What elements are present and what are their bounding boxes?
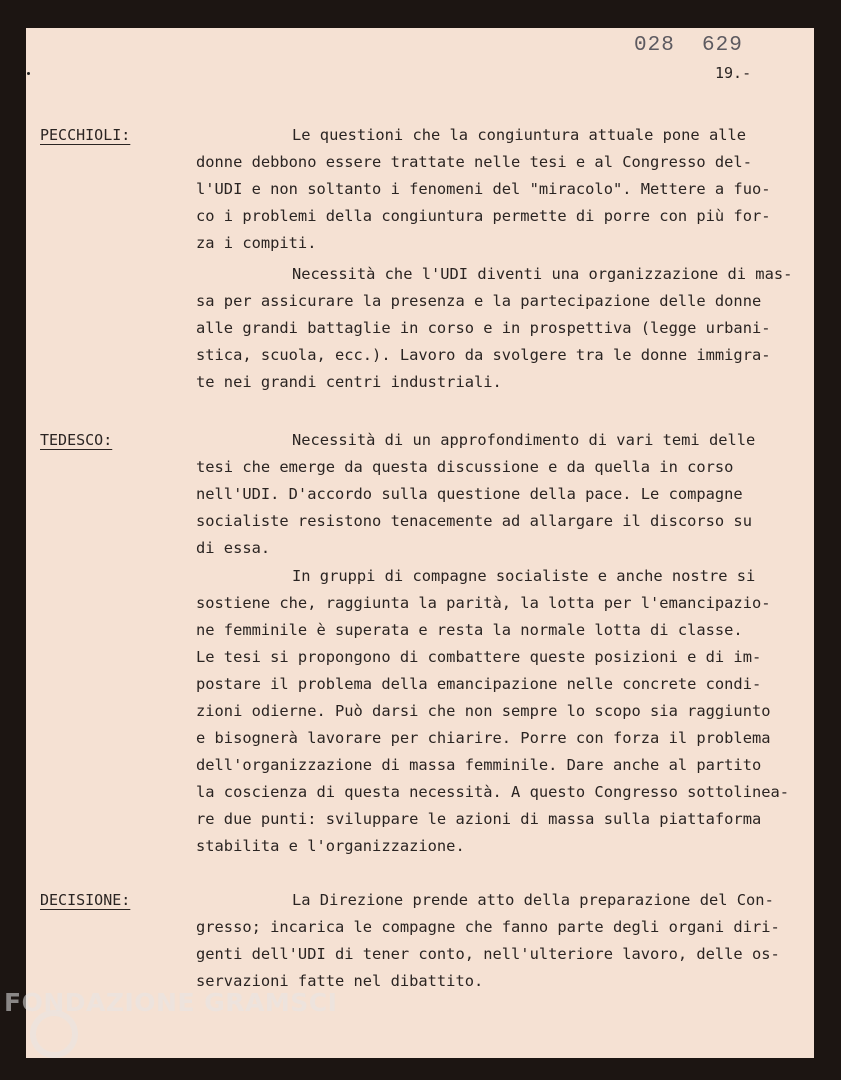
text-line: servazioni fatte nel dibattito. [196,972,484,990]
text-line: postare il problema della emancipazione nelle concrete condi- [196,675,762,693]
text-line: In gruppi di compagne socialiste e anche nostre si [292,567,756,585]
watermark-logo: FONDAZIONE GRAMSCI [4,988,338,1017]
text-line: di essa. [196,539,271,557]
text-line: La Direzione prende atto della preparazione del Con- [292,891,774,909]
text-line: za i compiti. [196,234,317,252]
text-line: te nei grandi centri industriali. [196,373,502,391]
text-line: sostiene che, raggiunta la parità, la lotta per l'emancipazio- [196,594,771,612]
paper-mark [27,72,30,75]
text-line: genti dell'UDI di tener conto, nell'ulteriore lavoro, delle os- [196,945,780,963]
text-line: donne debbono essere trattate nelle tesi e al Congresso del- [196,153,752,171]
text-line: ne femminile è superata e resta la normale lotta di classe. [196,621,743,639]
text-line: alle grandi battaglie in corso e in prospettiva (legge urbani- [196,319,771,337]
archive-number-stamp: 028 629 [634,34,743,57]
text-line: dell'organizzazione di massa femminile. Dare anche al partito [196,756,762,774]
text-line: Necessità di un approfondimento di vari temi delle [292,431,756,449]
text-line: Necessità che l'UDI diventi una organizzazione di mas- [292,265,793,283]
text-line: Le questioni che la congiuntura attuale pone alle [292,126,747,144]
text-line: zioni odierne. Può darsi che non sempre lo scopo sia raggiunto [196,702,771,720]
speaker-tedesco: TEDESCO: [40,431,113,449]
text-line: l'UDI e non soltanto i fenomeni del "miracolo". Mettere a fuo- [196,180,771,198]
text-line: e bisognerà lavorare per chiarire. Porre con forza il problema [196,729,771,747]
speaker-pecchioli: PECCHIOLI: [40,126,131,144]
text-line: re due punti: sviluppare le azioni di massa sulla piattaforma [196,810,762,828]
page-number: 19.- [715,64,752,82]
text-line: sa per assicurare la presenza e la partecipazione delle donne [196,292,762,310]
text-line: Le tesi si propongono di combattere queste posizioni e di im- [196,648,762,666]
text-line: nell'UDI. D'accordo sulla questione della pace. Le compagne [196,485,743,503]
text-line: tesi che emerge da questa discussione e da quella in corso [196,458,734,476]
text-line: gresso; incarica le compagne che fanno parte degli organi diri- [196,918,780,936]
text-line: co i problemi della congiuntura permette di porre con più for- [196,207,771,225]
text-line: stica, scuola, ecc.). Lavoro da svolgere tra le donne immigra- [196,346,771,364]
text-line: socialiste resistono tenacemente ad allargare il discorso su [196,512,752,530]
text-line: la coscienza di questa necessità. A questo Congresso sottolinea- [196,783,790,801]
text-line: stabilita e l'organizzazione. [196,837,465,855]
speaker-decisione: DECISIONE: [40,891,131,909]
